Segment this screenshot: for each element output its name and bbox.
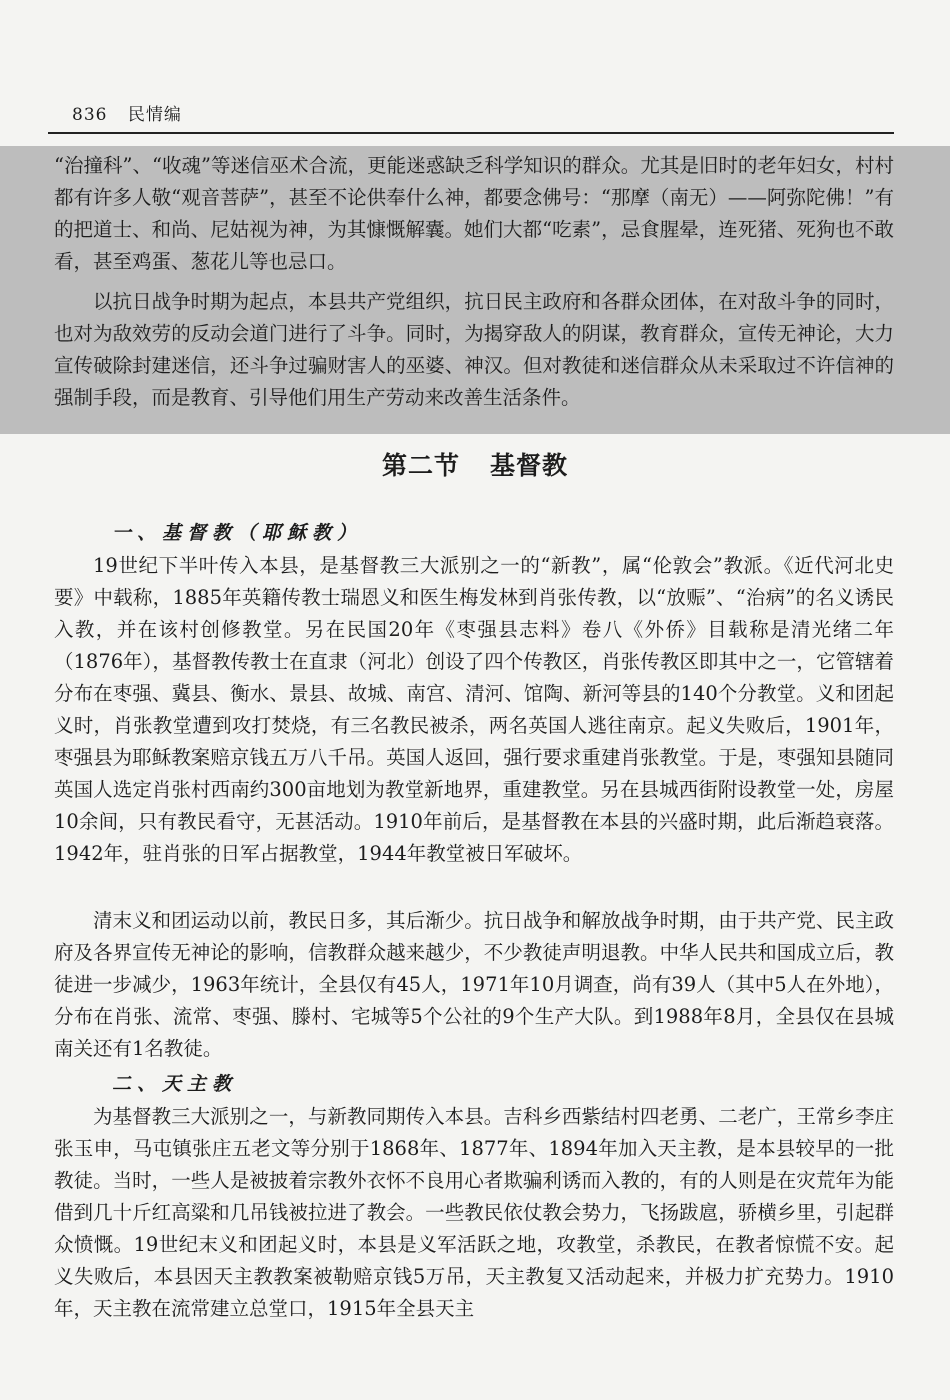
section-title (0, 446, 950, 482)
section-name: 基督教 (490, 451, 569, 480)
paragraph-3: 19世纪下半叶传入本县，是基督教三大派别之一的“新教”，属“伦敦会”教派。《近代河北史要》中载称，1885年英籍传教士瑞恩义和医生梅发林到肖张传教，以“放赈”、“治病”的名义诱民入教，并在该村创修教堂。另在民国20年《枣强县志料》卷八《外侨》目载称是清光绪二年（1876年），基督教传教士在直隶（河北）创设了四个传教区，肖张传教区即其中之一，它管辖着分布在枣强、冀县、衡水、景县、故城、南宫、清河、馆陶、新河等县的140个分教堂。义和团起义时，肖张教堂遭到攻打焚烧，有三名教民被杀，两名英国人逃往南京。起义失败后，1901年，枣强县为耶稣教案赔京钱五万八千吊。英国人返回，强行要求重建肖张教堂。于是，枣强知县随同英国人选定肖张村西南约300亩地划为教堂新地界，重建教堂。另在县城西街附设教堂一处，房屋10余间，只有教民看守，无甚活动。1910年前后，是基督教在本县的兴盛时期，此后渐趋衰落。1942年，驻肖张的日军占据教堂，1944年教堂被日军破坏。 (54, 554, 894, 865)
page-header (72, 100, 182, 125)
header-rule (48, 132, 894, 134)
subsection-heading-2: 二、天主教 (112, 1073, 238, 1095)
paragraph-4: 清末义和团运动以前，教民日多，其后渐少。抗日战争和解放战争时期，由于共产党、民主政府及各界宣传无神论的影响，信教群众越来越少，不少教徒声明退教。中华人民共和国成立后，教徒进一步减少，1963年统计，全县仅有45人，1971年10月调查，尚有39人（其中5人在外地），分布在肖张、流常、枣强、滕村、宅城等5个公社的9个生产大队。到1988年8月，全县仅在县城南关还有1名教徒。 (54, 909, 894, 1060)
section-number: 第二节 (381, 451, 460, 480)
subsection-heading-1: 一、基督教（耶稣教） (112, 522, 363, 544)
header-section-name: 民情编 (127, 105, 182, 125)
paragraph-2: 以抗日战争时期为起点，本县共产党组织，抗日民主政府和各群众团体，在对敌斗争的同时，也对为敌效劳的反动会道门进行了斗争。同时，为揭穿敌人的阴谋，教育群众，宣传无神论，大力宣传破除封建迷信，还斗争过骗财害人的巫婆、神汉。但对教徒和迷信群众从未采取过不许信神的强制手段，而是教育、引导他们用生产劳动来改善生活条件。 (54, 290, 894, 409)
page-number: 836 (72, 105, 108, 125)
paragraph-1: “治撞科”、“收魂”等迷信巫术合流，更能迷惑缺乏科学知识的群众。尤其是旧时的老年妇女，村村都有许多人敬“观音菩萨”，甚至不论供奉什么神，都要念佛号：“那摩（南无）——阿弥陀佛！”有的把道士、和尚、尼姑视为神，为其慷慨解囊。她们大都“吃素”，忌食腥晕，连死猪、死狗也不敢看，甚至鸡蛋、葱花儿等也忌口。 (54, 154, 894, 273)
paragraph-5: 为基督教三大派别之一，与新教同期传入本县。吉科乡西紫结村四老勇、二老广，王常乡李庄张玉申，马屯镇张庄五老文等分别于1868年、1877年、1894年加入天主教，是本县较早的一批教徒。当时，一些人是被披着宗教外衣怀不良用心者欺骗利诱而入教的，有的人则是在灾荒年为能借到几十斤红高粱和几吊钱被拉进了教会。一些教民依仗教会势力，飞扬跋扈，骄横乡里，引起群众愤慨。19世纪末义和团起义时，本县是义军活跃之地，攻教堂，杀教民，在教者惊慌不安。起义失败后，本县因天主教教案被勒赔京钱5万吊，天主教复又活动起来，并极力扩充势力。1910年，天主教在流常建立总堂口，1915年全县天主 (54, 1105, 894, 1320)
